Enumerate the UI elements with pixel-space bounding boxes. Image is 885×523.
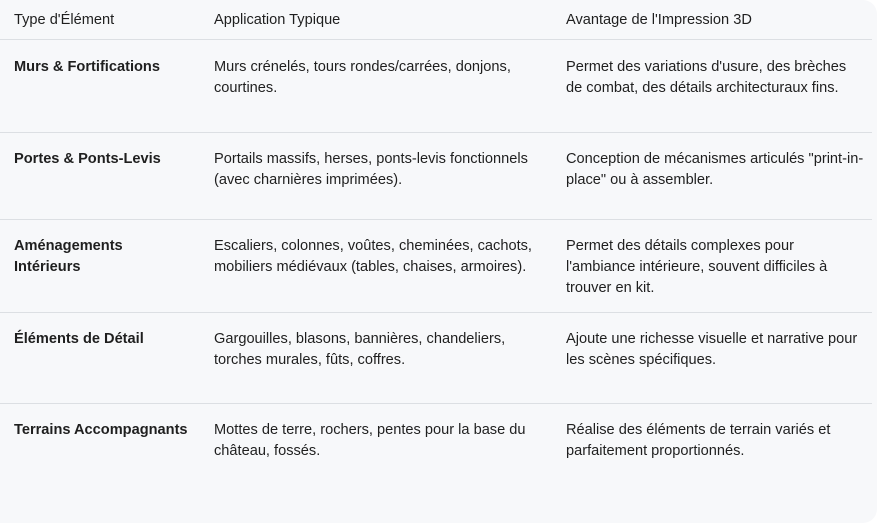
- table-row: [0, 132, 872, 219]
- cell-application: Gargouilles, blasons, bannières, chandeliers, torches murales, fûts, coffres.: [200, 312, 552, 403]
- cell-type: Éléments de Détail: [0, 312, 200, 403]
- table-row: [0, 219, 872, 312]
- cell-application: Portails massifs, herses, ponts-levis fonctionnels (avec charnières imprimées).: [200, 132, 552, 219]
- cell-application: Mottes de terre, rochers, pentes pour la base du château, fossés.: [214, 421, 526, 459]
- cell-type: Aménagements Intérieurs: [0, 219, 200, 312]
- cell-type: Portes & Ponts-Levis: [0, 132, 200, 219]
- table-header-row: [0, 0, 872, 39]
- cell-application: Escaliers, colonnes, voûtes, cheminées, cachots, mobiliers médiévaux (tables, chaises, armoires).: [200, 219, 552, 312]
- cell-advantage: Réalise des éléments de terrain variés et parfaitement proportionnés.: [566, 421, 831, 459]
- cell-advantage: Permet des variations d'usure, des brèches de combat, des détails architecturaux fins.: [552, 39, 872, 132]
- cell-advantage: Conception de mécanismes articulés "print-in-place" ou à assembler.: [552, 132, 872, 219]
- table-row: [0, 312, 872, 403]
- cell-type: Murs & Fortifications: [0, 39, 200, 132]
- table-row: [0, 403, 872, 523]
- cell-advantage: Permet des détails complexes pour l'ambiance intérieure, souvent difficiles à trouver en kit.: [552, 219, 872, 312]
- header-advantage: Avantage de l'Impression 3D: [552, 0, 872, 39]
- cell-advantage: Ajoute une richesse visuelle et narrative pour les scènes spécifiques.: [552, 312, 872, 403]
- table-row: [0, 39, 872, 132]
- cell-type: Terrains Accompagnants: [14, 421, 188, 438]
- cell-application: Murs crénelés, tours rondes/carrées, donjons, courtines.: [200, 39, 552, 132]
- header-application: Application Typique: [200, 0, 552, 39]
- header-type: Type d'Élément: [0, 0, 200, 39]
